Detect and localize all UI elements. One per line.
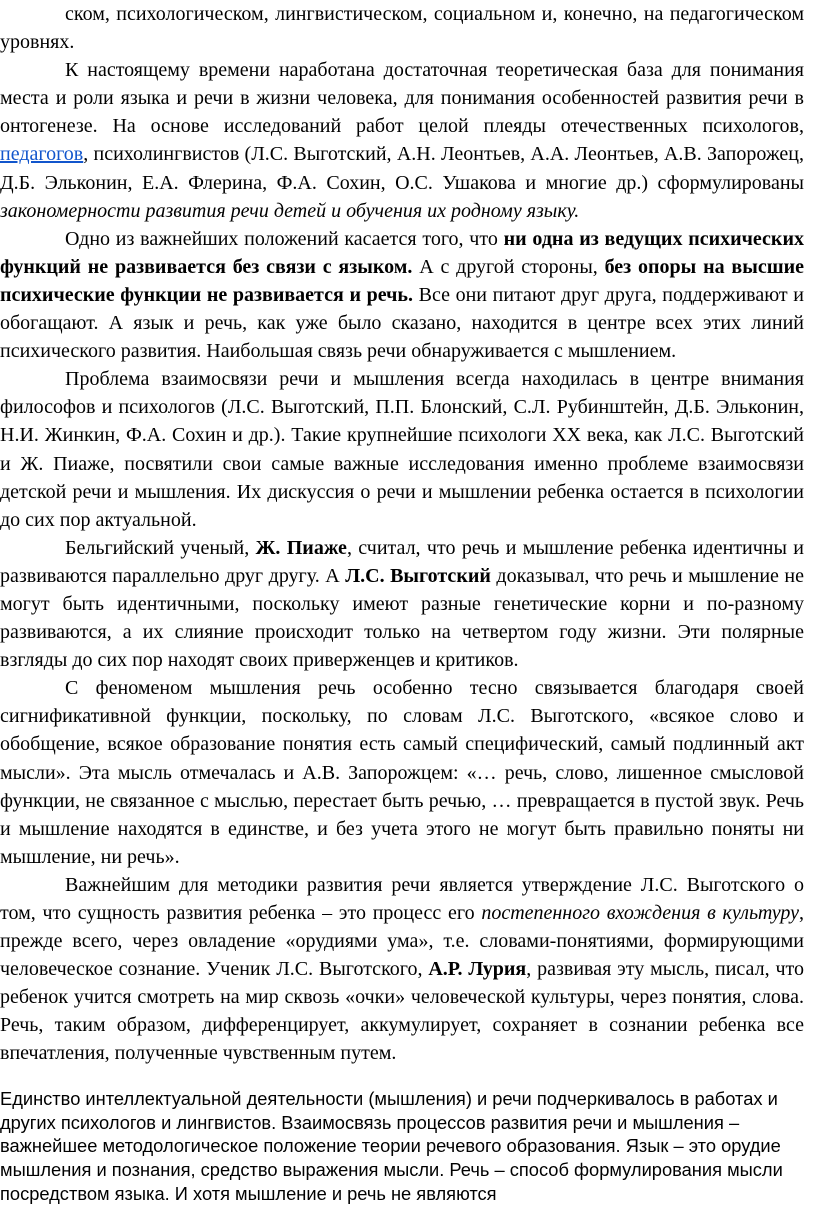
paragraph-speech-thinking-problem [0, 365, 804, 534]
paragraph-continuation [0, 0, 804, 56]
text: , развивая эту мысль, писал, что ребенок учится смотреть на мир сквозь «очки» человеческой культуры, через понятия, слова. Речь, таким образом, дифференцирует, аккумулирует, сохраняет в сознании ребенка все впечатления, полученные чувственным путем. [0, 958, 804, 1065]
text: А с другой стороны, [412, 255, 605, 278]
text: Единство интеллектуальной деятельности (мышления) и речи подчеркивалось в работах и других психологов и лингвистов. Взаимосвязь процессов развития речи и мышления – важнейшее методологическое положение теории речевого образования. Язык – это орудие мышления и познания, средство выражения мысли. Речь – способ формулирования мысли посредством языка. И хотя мышление и речь не являются [0, 1088, 783, 1204]
text: , прежде всего, через овладение «орудиями ума», т.е. словами-понятиями, формирующими человеческое сознание. Ученик Л.С. Выготского, [0, 902, 804, 981]
bold-text: А.Р. Лурия [428, 958, 527, 981]
text: К настоящему времени наработана достаточная теоретическая база для понимания места и роли языка и речи в жизни человека, для понимания особенностей развития речи в онтогенезе. На основе исследований работ целой плеяды отечественных психологов, [0, 59, 804, 138]
text: Важнейшим для методики развития речи является утверждение Л.С. Выготского о том, что сущность развития ребенка – это процесс его [0, 873, 804, 924]
document-body-sans [0, 1087, 812, 1206]
italic-text: постепенного вхождения в культуру [481, 902, 799, 924]
bold-text: без опоры на высшие психические функции не развивается и речь. [0, 255, 804, 306]
bold-text: Ж. Пиаже [255, 536, 347, 559]
paragraph-unity [0, 1087, 812, 1206]
paragraph-significative-function [0, 674, 804, 871]
bold-text: Л.С. Выготский [345, 564, 491, 587]
link-pedagogues[interactable]: педагогов [0, 143, 84, 166]
paragraph-theoretical-base [0, 56, 804, 225]
text: Проблема взаимосвязи речи и мышления всегда находилась в центре внимания философов и психологов (Л.С. Выготский, П.П. Блонский, С.Л. Рубинштейн, Д.Б. Эльконин, Н.И. Жинкин, Ф.А. Сохин и др.). Такие крупнейшие психологи ХХ века, как Л.С. Выготский и Ж. Пиаже, посвятили свои самые важные исследования именно проблеме взаимосвязи детской речи и мышления. Их дискуссия о речи и мышлении ребенка остается в психологии до сих пор актуальной. [0, 368, 804, 531]
italic-text: закономерности развития речи детей и обучения их родному языку. [0, 199, 580, 222]
text: ском, психологическом, лингвистическом, социальном и, конечно, на педагогическом уровнях. [0, 3, 804, 54]
paragraph-methodology [0, 871, 804, 1068]
paragraph-piaget-vygotsky [0, 534, 804, 674]
text: Все они питают друг друга, поддерживают и обогащают. А язык и речь, как уже было сказано, находится в центре всех этих линий психического развития. Наибольшая связь речи обнаруживается с мышлением. [0, 283, 804, 363]
text: Бельгийский ученый, [65, 536, 256, 559]
paragraph-key-position [0, 225, 804, 365]
text: Одно из важнейших положений касается того, что [65, 227, 504, 250]
text: , психолингвистов (Л.С. Выготский, А.Н. Леонтьев, А.А. Леонтьев, А.В. Запорожец, Д.Б. Эльконин, Е.А. Флерина, Ф.А. Сохин, О.С. Ушакова и многие др.) сформулированы [0, 143, 804, 194]
bold-text: ни одна из ведущих психических функций не развивается без связи с языком. [0, 227, 804, 278]
text: доказывал, что речь и мышление не могут быть идентичными, поскольку имеют разные генетические корни и по-разному развиваются, а их слияние происходит только на четвертом году жизни. Эти полярные взгляды до сих пор находят своих приверженцев и критиков. [0, 564, 804, 672]
text: С феноменом мышления речь особенно тесно связывается благодаря своей сигнификативной функции, поскольку, по словам Л.С. Выготского, «всякое слово и обобщение, всякое образование понятия есть самый специфический, самый подлинный акт мысли». Эта мысль отмечалась и А.В. Запорожцем: «… речь, слово, лишенное смысловой функции, не связанное с мыслью, перестает быть речью, … превращается в пустой звук. Речь и мышление находятся в единстве, и без учета этого не могут быть правильно поняты ни мышление, ни речь». [0, 677, 804, 868]
text: , считал, что речь и мышление ребенка идентичны и развиваются параллельно друг другу. А [0, 536, 804, 587]
